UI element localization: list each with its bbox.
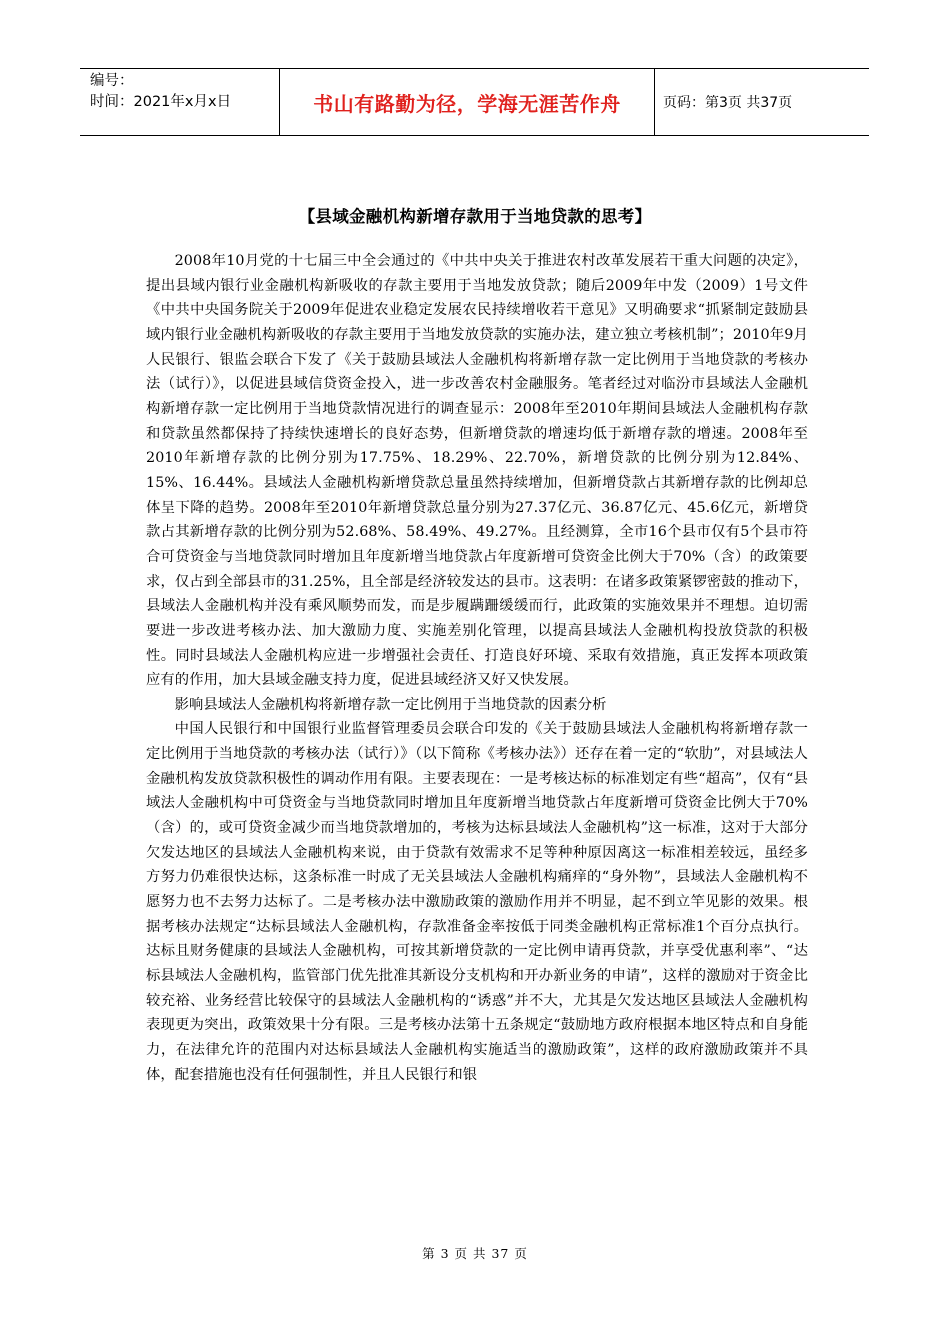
section-heading: 影响县域法人金融机构将新增存款一定比例用于当地贷款的因素分析	[174, 696, 607, 713]
header-page-info: 页码：第3页 共37页	[663, 95, 793, 111]
page-footer: 第 3 页 共 37 页	[422, 1246, 528, 1261]
header-meta	[80, 69, 280, 135]
header-motto: 书山有路勤为径，学海无涯苦作舟	[280, 69, 655, 135]
document-time-label: 时间：2021年x月x日	[90, 94, 232, 110]
page-header	[80, 68, 869, 136]
document-body	[146, 249, 808, 1087]
document-number-label: 编号：	[90, 73, 134, 89]
document-title: 【县域金融机构新增存款用于当地贷款的思考】	[298, 207, 652, 226]
body-paragraph: 中国人民银行和中国银行业监督管理委员会联合印发的《关于鼓励县域法人金融机构将新增存款一定比例用于当地贷款的考核办法（试行）》（以下简称《考核办法》）还存在着一定的“软肋”，对县域法人金融机构发放贷款积极性的调动作用有限。主要表现在：一是考核达标的标准划定有些“超高”，仅有“县域法人金融机构中可贷资金与当地贷款同时增加且年度新增当地贷款占年度新增可贷资金比例大于70%（含）的，或可贷资金减少而当地贷款增加的，考核为达标县域法人金融机构”这一标准，这对于大部分欠发达地区的县域法人金融机构来说，由于贷款有效需求不足等种种原因离这一标准相差较远，虽经多方努力仍难很快达标，这条标准一时成了无关县域法人金融机构痛痒的“身外物”，县域法人金融机构不愿努力也不去努力达标了。二是考核办法中激励政策的激励作用并不明显，起不到立竿见影的效果。根据考核办法规定“达标县域法人金融机构，存款准备金率按低于同类金融机构正常标准1个百分点执行。达标且财务健康的县域法人金融机构，可按其新增贷款的一定比例申请再贷款，并享受优惠利率”、“达标县域法人金融机构，监管部门优先批准其新设分支机构和开办新业务的申请”，这样的激励对于资金比较充裕、业务经营比较保守的县域法人金融机构的“诱惑”并不大，尤其是欠发达地区县域法人金融机构表现更为突出，政策效果十分有限。三是考核办法第十五条规定“鼓励地方政府根据本地区特点和自身能力，在法律允许的范围内对达标县域法人金融机构实施适当的激励政策”，这样的政府激励政策并不具体，配套措施也没有任何强制性，并且人民银行和银	[146, 721, 808, 1083]
body-paragraph: 2008年10月党的十七届三中全会通过的《中共中央关于推进农村改革发展若干重大问题的决定》，提出县域内银行业金融机构新吸收的存款主要用于当地发放贷款；随后2009年中发（2009）1号文件《中共中央国务院关于2009年促进农业稳定发展农民持续增收若干意见》又明确要求“抓紧制定鼓励县域内银行业金融机构新吸收的存款主要用于当地发放贷款的实施办法，建立独立考核机制”；2010年9月人民银行、银监会联合下发了《关于鼓励县域法人金融机构将新增存款一定比例用于当地贷款的考核办法（试行）》，以促进县域信贷资金投入，进一步改善农村金融服务。笔者经过对临汾市县域法人金融机构新增存款一定比例用于当地贷款情况进行的调查显示：2008年至2010年期间县域法人金融机构存款和贷款虽然都保持了持续快速增长的良好态势，但新增贷款的增速均低于新增存款的增速。2008年至2010年新增存款的比例分别为17.75%、18.29%、22.70%，新增贷款的比例分别为12.84%、15%、16.44%。县域法人金融机构新增贷款总量虽然持续增加，但新增贷款占其新增存款的比例却总体呈下降的趋势。2008年至2010年新增贷款总量分别为27.37亿元、36.87亿元、45.6亿元，新增贷款占其新增存款的比例分别为52.68%、58.49%、49.27%。且经测算，全市16个县市仅有5个县市符合可贷资金与当地贷款同时增加且年度新增当地贷款占年度新增可贷资金比例大于70%（含）的政策要求，仅占到全部县市的31.25%，且全部是经济较发达的县市。这表明：在诸多政策紧锣密鼓的推动下，县域法人金融机构并没有乘风顺势而发，而是步履蹒跚缓缓而行，此政策的实施效果并不理想。迫切需要进一步改进考核办法、加大激励力度、实施差别化管理，以提高县域法人金融机构投放贷款的积极性。同时县域法人金融机构应进一步增强社会责任、打造良好环境、采取有效措施，真正发挥本项政策应有的作用，加大县域金融支持力度，促进县域经济又好又快发展。	[146, 253, 808, 689]
